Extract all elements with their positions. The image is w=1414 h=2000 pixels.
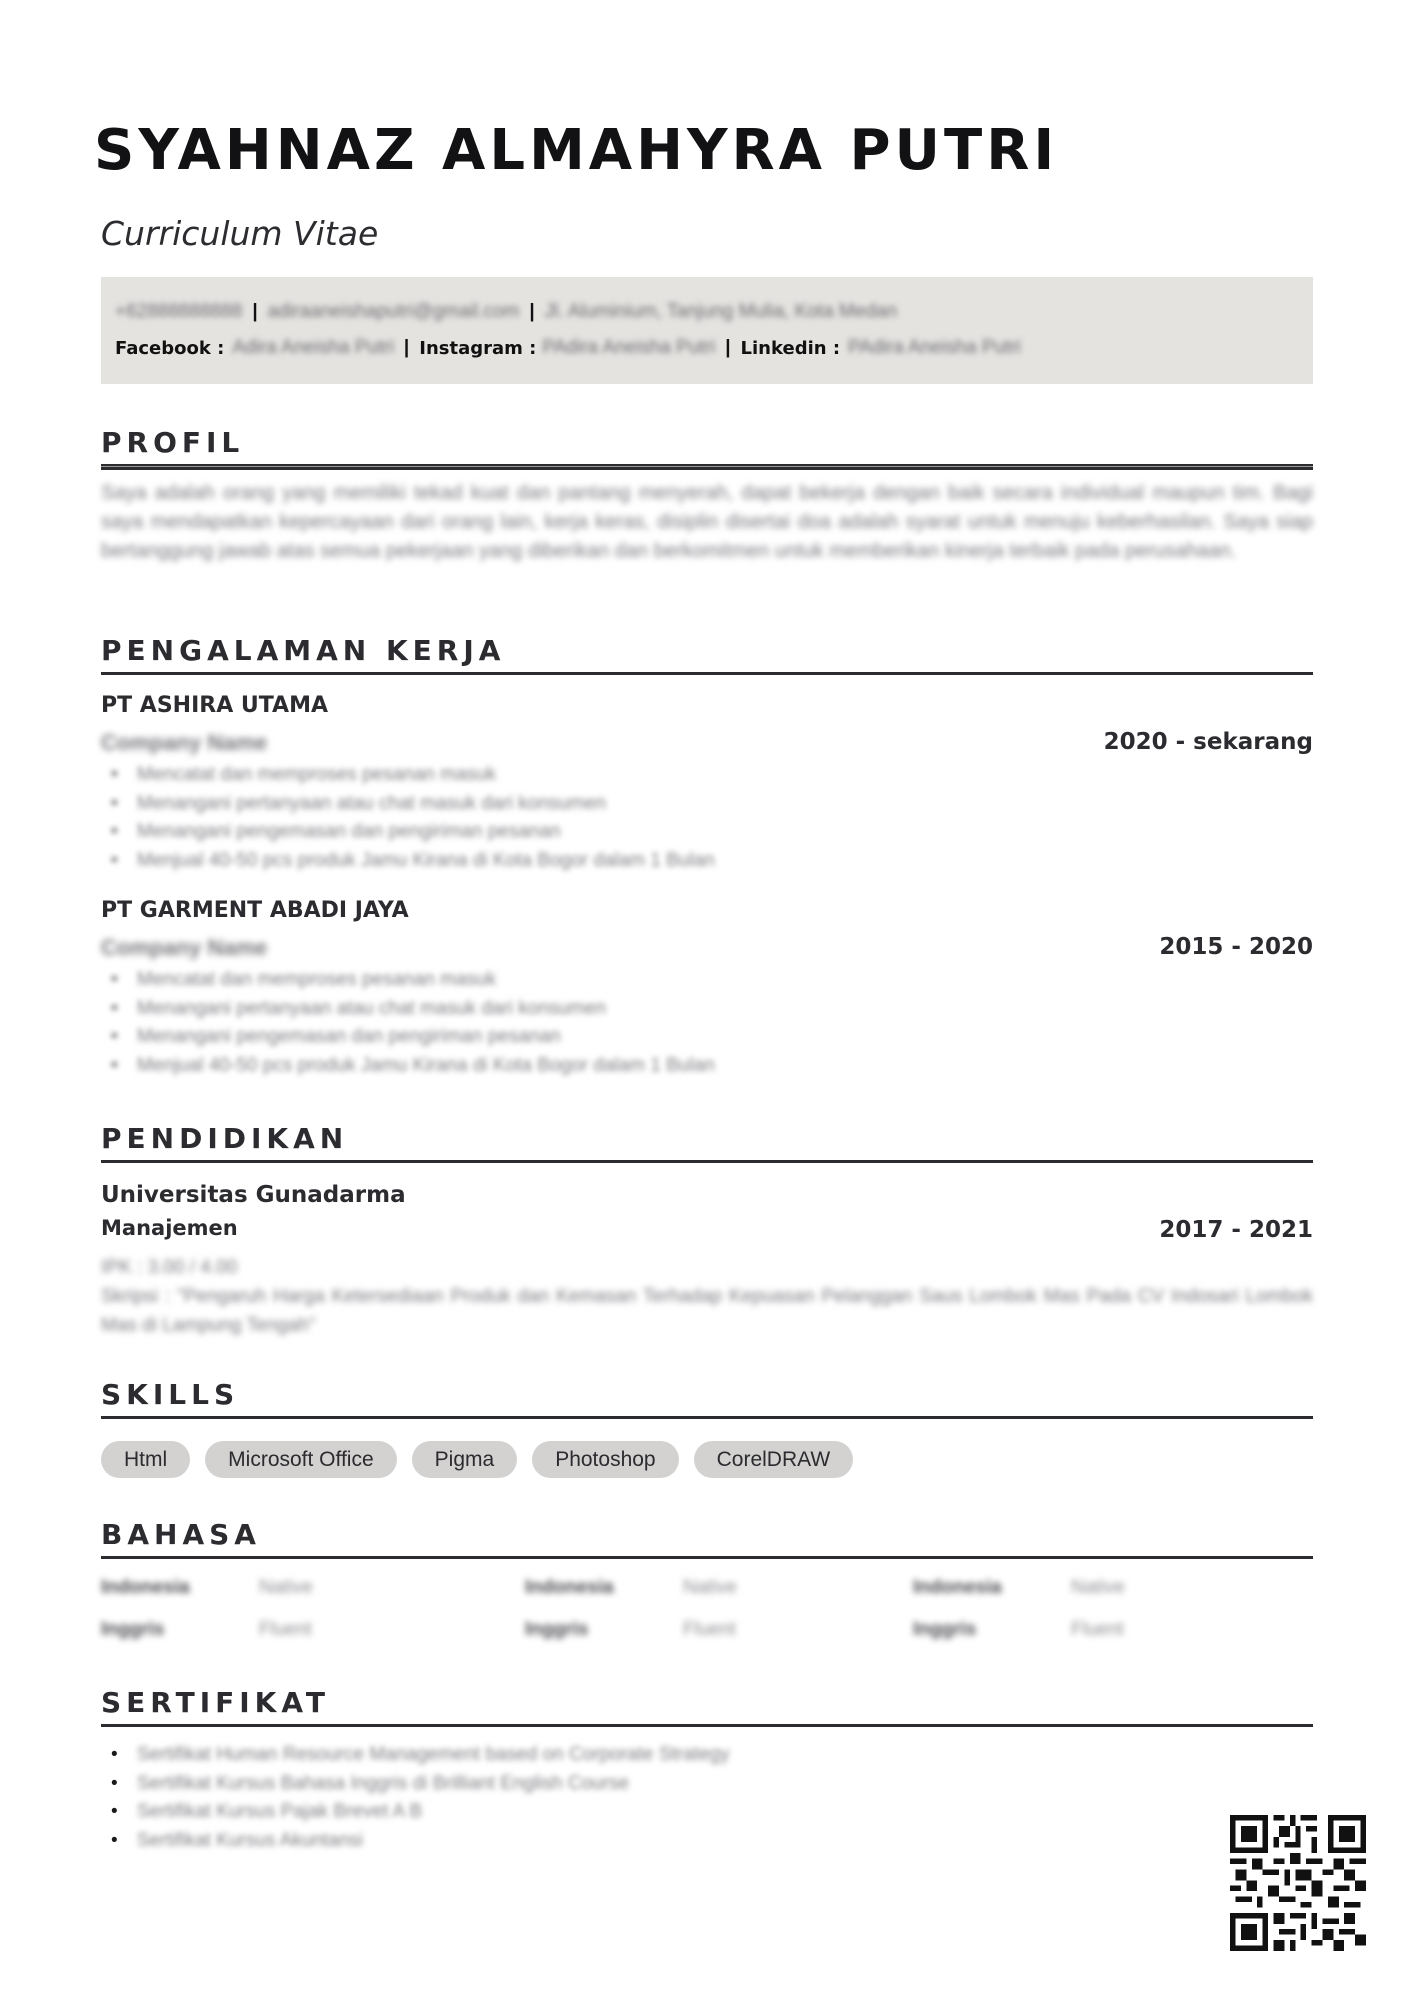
contact-box bbox=[101, 277, 1313, 384]
job-duty: • Mencatat dan memproses pesanan masuk bbox=[111, 761, 715, 790]
language-name: Indonesia bbox=[101, 1577, 190, 1598]
language-level: Native bbox=[259, 1577, 313, 1598]
home-address: Jl. Aluminium, Tanjung Mulia, Kota Medan bbox=[544, 301, 898, 322]
language-level: Fluent bbox=[683, 1619, 736, 1640]
certificate-text: Sertifikat Human Resource Management based on Corporate Strategy bbox=[137, 1744, 730, 1765]
document-subtitle: Curriculum Vitae bbox=[101, 214, 379, 253]
education-thesis: Skripsi : "Pengaruh Harga Ketersediaan Produk dan Kemasan Terhadap Kepuasan Pelanggan Saus Lombok Mas Pada CV Indosari Lombok Mas di Lampung Tengah" bbox=[101, 1286, 1313, 1336]
job-duty: • Menangani pengemasan dan pengiriman pesanan bbox=[111, 818, 715, 847]
job-employer: PT ASHIRA UTAMA bbox=[101, 693, 328, 718]
languages-heading: BAHASA bbox=[101, 1518, 261, 1551]
job-duty: • Menjual 40-50 pcs produk Jamu Kirana di Kota Bogor dalam 1 Bulan bbox=[111, 1052, 715, 1081]
languages-divider bbox=[101, 1556, 1313, 1559]
certificates-divider bbox=[101, 1724, 1313, 1727]
language-item bbox=[683, 1619, 736, 1641]
language-item bbox=[1071, 1619, 1124, 1641]
skills-list bbox=[101, 1441, 853, 1478]
education-divider bbox=[101, 1160, 1313, 1163]
job-period: 2020 - sekarang bbox=[1103, 729, 1313, 755]
skills-divider bbox=[101, 1416, 1313, 1419]
certificates-heading: SERTIFIKAT bbox=[101, 1686, 330, 1719]
email-address: adiraaneishaputri@gmail.com bbox=[267, 301, 520, 322]
skill-chip: Photoshop bbox=[532, 1441, 678, 1478]
profile-text: Saya adalah orang yang memiliki tekad kuat dan pantang menyerah, dapat bekerja dengan baik secara individual maupun tim. Bagi saya mendapatkan kepercayaan dari orang lain, kerja keras, disiplin disertai doa adalah syarat untuk menuju keberhasilan. Saya siap bertanggung jawab atas semua pekerjaan yang diberikan dan berkomitmen untuk memberikan kinerja terbaik pada perusahaan. bbox=[101, 482, 1313, 562]
qr-code-icon bbox=[1230, 1815, 1366, 1951]
language-level: Native bbox=[683, 1577, 737, 1598]
certificate-text: Sertifikat Kursus Bahasa Inggris di Brilliant English Course bbox=[137, 1772, 630, 1794]
profile-heading: PROFIL bbox=[101, 426, 245, 459]
certificate-item bbox=[111, 1798, 729, 1827]
job-duties bbox=[111, 966, 715, 1080]
job-duty: • Menangani pengemasan dan pengiriman pesanan bbox=[111, 1023, 715, 1052]
job-duty: • Menangani pertanyaan atau chat masuk dari konsumen bbox=[111, 995, 715, 1024]
instagram-label: Instagram : bbox=[419, 337, 537, 359]
language-item bbox=[101, 1619, 164, 1641]
certificate-text: Sertifikat Kursus Akuntansi bbox=[137, 1829, 363, 1851]
certificate-item bbox=[111, 1741, 729, 1770]
linkedin-value: PAdira Aneisha Putri bbox=[848, 337, 1021, 358]
linkedin-label: Linkedin : bbox=[740, 337, 841, 359]
contact-line-social bbox=[115, 330, 1299, 366]
experience-heading: PENGALAMAN KERJA bbox=[101, 634, 506, 667]
skill-chip: Pigma bbox=[412, 1441, 518, 1478]
education-period: 2017 - 2021 bbox=[1159, 1217, 1313, 1243]
certificates-list bbox=[111, 1741, 729, 1855]
education-gpa: IPK : 3.00 / 4.00 bbox=[101, 1257, 238, 1278]
contact-line-primary bbox=[115, 294, 1299, 330]
language-level: Native bbox=[1071, 1577, 1125, 1598]
language-level: Fluent bbox=[1071, 1619, 1124, 1640]
language-item bbox=[101, 1577, 190, 1599]
skill-chip: Html bbox=[101, 1441, 190, 1478]
experience-divider bbox=[101, 672, 1313, 675]
job-company: Company Name bbox=[101, 730, 268, 755]
education-heading: PENDIDIKAN bbox=[101, 1122, 349, 1155]
language-item bbox=[913, 1577, 1002, 1599]
job-duty: • Menjual 40-50 pcs produk Jamu Kirana di Kota Bogor dalam 1 Bulan bbox=[111, 847, 715, 876]
contact-separator: | bbox=[725, 337, 731, 358]
phone-number: +62888888888 bbox=[115, 301, 243, 322]
language-item bbox=[1071, 1577, 1125, 1599]
job-period: 2015 - 2020 bbox=[1159, 934, 1313, 960]
language-name: Inggris bbox=[525, 1619, 589, 1640]
job-duty: • Mencatat dan memproses pesanan masuk bbox=[111, 966, 715, 995]
language-level: Fluent bbox=[259, 1619, 312, 1640]
language-item bbox=[525, 1577, 614, 1599]
skill-chip: CorelDRAW bbox=[694, 1441, 854, 1478]
skill-chip: Microsoft Office bbox=[205, 1441, 396, 1478]
job-duties bbox=[111, 761, 715, 875]
language-name: Indonesia bbox=[525, 1577, 614, 1598]
language-item bbox=[913, 1619, 976, 1641]
language-item bbox=[259, 1577, 313, 1599]
job-company: Company Name bbox=[101, 935, 268, 960]
language-item bbox=[525, 1619, 588, 1641]
certificate-text: Sertifikat Kursus Pajak Brevet A B bbox=[137, 1801, 423, 1822]
job-employer: PT GARMENT ABADI JAYA bbox=[101, 898, 409, 923]
skills-heading: SKILLS bbox=[101, 1378, 240, 1411]
language-name: Inggris bbox=[101, 1619, 165, 1640]
education-major: Manajemen bbox=[101, 1216, 238, 1240]
facebook-label: Facebook : bbox=[115, 337, 225, 359]
profile-divider bbox=[101, 464, 1313, 470]
language-item bbox=[683, 1577, 737, 1599]
education-school: Universitas Gunadarma bbox=[101, 1182, 406, 1208]
language-item bbox=[259, 1619, 312, 1641]
certificate-item bbox=[111, 1770, 729, 1799]
language-name: Inggris bbox=[913, 1619, 977, 1640]
contact-separator: | bbox=[252, 301, 258, 322]
job-duty: • Menangani pertanyaan atau chat masuk dari konsumen bbox=[111, 790, 715, 819]
facebook-value: Adira Aneisha Putri bbox=[232, 337, 394, 358]
candidate-name: SYAHNAZ ALMAHYRA PUTRI bbox=[94, 118, 1059, 183]
contact-separator: | bbox=[403, 337, 410, 358]
contact-separator: | bbox=[529, 301, 535, 322]
instagram-value: PAdira Aneisha Putri bbox=[542, 337, 716, 358]
certificate-item bbox=[111, 1827, 729, 1856]
language-name: Indonesia bbox=[913, 1577, 1002, 1598]
